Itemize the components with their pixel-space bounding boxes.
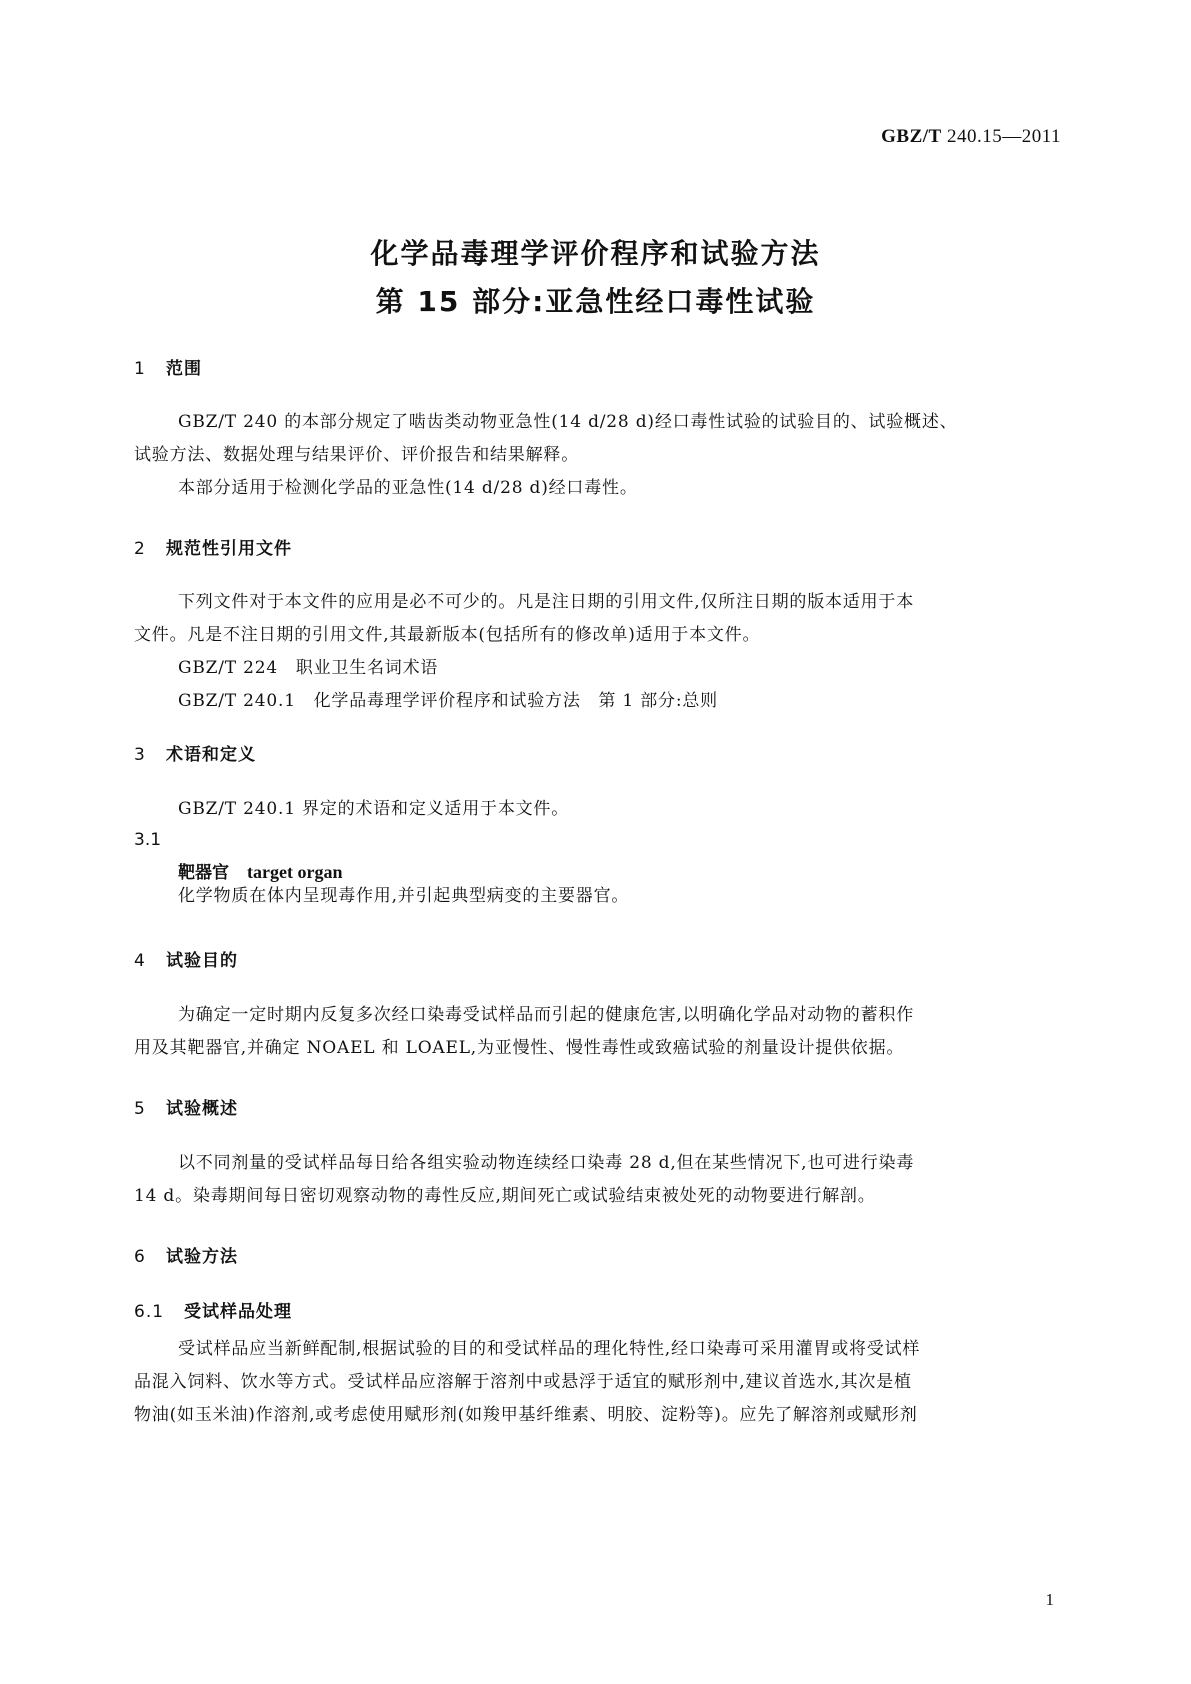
- term-zh: 靶器官: [178, 863, 229, 883]
- paragraph-line: 为确定一定时期内反复多次经口染毒受试样品而引起的健康危害,以明确化学品对动物的蓄积作: [178, 1005, 915, 1025]
- section-2-body: [134, 586, 1054, 718]
- section-title: 试验目的: [166, 951, 238, 971]
- section-1-body: [134, 406, 1054, 505]
- section-number: 3: [134, 745, 146, 765]
- section-title: 试验方法: [166, 1247, 238, 1267]
- section-title: 试验概述: [166, 1099, 238, 1119]
- paragraph-line: GBZ/T 240 的本部分规定了啮齿类动物亚急性(14 d/28 d)经口毒性试验的试验目的、试验概述、: [178, 412, 958, 432]
- paragraph-line: 品混入饲料、饮水等方式。受试样品应溶解于溶剂中或悬浮于适宜的赋形剂中,建议首选水,其次是植: [134, 1372, 912, 1392]
- section-number: 1: [134, 359, 146, 379]
- standard-code-number: 240.15—2011: [941, 126, 1061, 147]
- section-number: 4: [134, 951, 146, 971]
- section-title: 术语和定义: [166, 745, 256, 765]
- section-number: 2: [134, 539, 146, 559]
- document-subtitle: 第 15 部分:亚急性经口毒性试验: [375, 285, 816, 318]
- section-5-body: [134, 1147, 1054, 1213]
- section-2-heading: [134, 534, 292, 559]
- section-6-1-heading: [134, 1297, 292, 1322]
- paragraph-line: 本部分适用于检测化学品的亚急性(14 d/28 d)经口毒性。: [178, 478, 638, 498]
- reference-item: GBZ/T 224 职业卫生名词术语: [178, 658, 439, 678]
- section-1-heading: [134, 354, 202, 379]
- document-title: 化学品毒理学评价程序和试验方法: [370, 237, 821, 270]
- reference-item: GBZ/T 240.1 化学品毒理学评价程序和试验方法 第 1 部分:总则: [178, 691, 718, 711]
- paragraph-line: 14 d。染毒期间每日密切观察动物的毒性反应,期间死亡或试验结束被处死的动物要进行解剖。: [134, 1186, 876, 1206]
- paragraph-line: 用及其靶器官,并确定 NOAEL 和 LOAEL,为亚慢性、慢性毒性或致癌试验的剂量设计提供依据。: [134, 1038, 905, 1058]
- paragraph-line: 化学物质在体内呈现毒作用,并引起典型病变的主要器官。: [178, 886, 630, 906]
- section-3-body: [134, 793, 1054, 826]
- paragraph-line: 受试样品应当新鲜配制,根据试验的目的和受试样品的理化特性,经口染毒可采用灌胃或将受试样: [178, 1339, 921, 1359]
- section-number: 5: [134, 1099, 146, 1119]
- paragraph-line: 以不同剂量的受试样品每日给各组实验动物连续经口染毒 28 d,但在某些情况下,也可进行染毒: [178, 1153, 915, 1173]
- section-4-body: [134, 999, 1054, 1065]
- term-en: target organ: [247, 862, 343, 882]
- paragraph-line: 下列文件对于本文件的应用是必不可少的。凡是注日期的引用文件,仅所注日期的版本适用于本: [178, 592, 915, 612]
- term-number: 3.1: [134, 830, 162, 850]
- paragraph-line: 试验方法、数据处理与结果评价、评价报告和结果解释。: [134, 445, 579, 465]
- section-title: 受试样品处理: [184, 1302, 292, 1322]
- standard-code: [881, 126, 1061, 148]
- section-5-heading: [134, 1094, 238, 1119]
- term-definition: [134, 880, 1054, 913]
- page-number: 1: [1045, 1590, 1054, 1609]
- paragraph-line: GBZ/T 240.1 界定的术语和定义适用于本文件。: [178, 799, 570, 819]
- section-3-heading: [134, 740, 256, 765]
- section-number: 6.1: [134, 1302, 165, 1322]
- section-4-heading: [134, 946, 238, 971]
- section-title: 范围: [166, 359, 202, 379]
- standard-code-prefix: GBZ/T: [881, 126, 942, 147]
- section-6-1-body: [134, 1333, 1054, 1432]
- section-6-heading: [134, 1242, 238, 1267]
- paragraph-line: 文件。凡是不注日期的引用文件,其最新版本(包括所有的修改单)适用于本文件。: [134, 625, 761, 645]
- paragraph-line: 物油(如玉米油)作溶剂,或考虑使用赋形剂(如羧甲基纤维素、明胶、淀粉等)。应先了解溶剂或赋形剂: [134, 1405, 918, 1425]
- section-title: 规范性引用文件: [166, 539, 292, 559]
- section-number: 6: [134, 1247, 146, 1267]
